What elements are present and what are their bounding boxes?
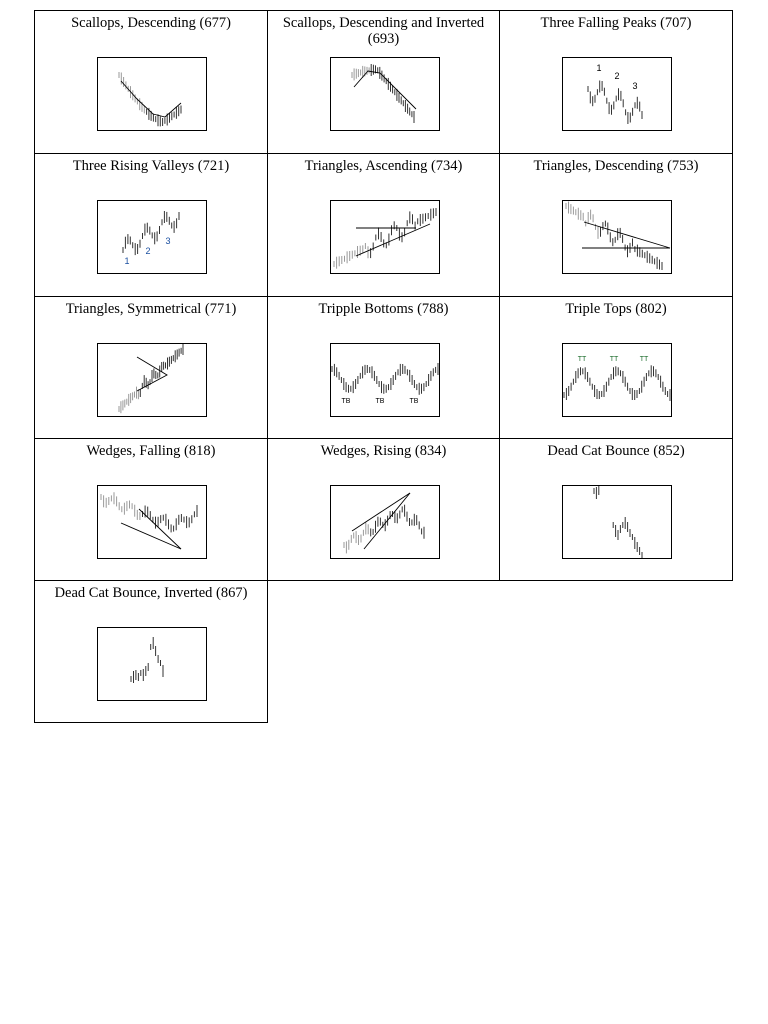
pattern-illustration — [330, 485, 440, 559]
thumbnail-frame — [563, 201, 672, 274]
pattern-cell-dead-cat-bounce — [499, 438, 733, 581]
pattern-point-label: TB — [375, 398, 385, 405]
trend-line — [354, 71, 416, 109]
pattern-title: Three Falling Peaks (707) — [540, 15, 692, 31]
pattern-illustration — [97, 57, 207, 131]
pattern-title: Dead Cat Bounce, Inverted (867) — [54, 585, 248, 601]
pattern-title: Wedges, Rising (834) — [320, 443, 447, 459]
pattern-cell-three-falling-peaks — [499, 10, 733, 154]
pattern-thumbnail — [330, 200, 440, 274]
pattern-point-label: 3 — [632, 81, 638, 91]
thumbnail-frame — [98, 628, 207, 701]
pattern-illustration — [97, 343, 207, 417]
pattern-title: Triple Tops (802) — [565, 301, 667, 317]
pattern-cell-scallop-descending — [34, 10, 268, 154]
pattern-title: Wedges, Falling (818) — [86, 443, 216, 459]
pattern-thumbnail — [562, 485, 672, 559]
pattern-thumbnail — [97, 200, 207, 274]
pattern-cell-wedge-falling — [34, 438, 268, 581]
pattern-illustration — [562, 57, 672, 131]
trend-line — [584, 222, 670, 248]
pattern-point-label: TT — [577, 356, 587, 363]
pattern-cell-triangle-ascending — [267, 153, 500, 297]
thumbnail-frame — [563, 344, 672, 417]
pattern-title: Triangles, Symmetrical (771) — [65, 301, 237, 317]
pattern-point-label: TB — [409, 398, 419, 405]
thumbnail-frame — [563, 58, 672, 131]
trend-line — [352, 493, 410, 531]
pattern-thumbnail — [330, 57, 440, 131]
pattern-thumbnail — [562, 200, 672, 274]
pattern-illustration — [562, 343, 672, 417]
thumbnail-frame — [331, 58, 440, 131]
pattern-thumbnail — [330, 343, 440, 417]
pattern-thumbnail — [97, 343, 207, 417]
pattern-illustration — [97, 485, 207, 559]
trend-line — [139, 509, 181, 549]
pattern-point-label: TB — [341, 398, 351, 405]
pattern-title: Scallops, Descending and Inverted (693) — [282, 15, 485, 47]
pattern-illustration — [562, 485, 672, 559]
pattern-cell-dead-cat-bounce-inverted — [34, 580, 268, 723]
pattern-thumbnail — [97, 627, 207, 701]
pattern-illustration — [330, 57, 440, 131]
pattern-cell-triangle-symmetrical — [34, 296, 268, 439]
trend-line — [121, 523, 181, 549]
pattern-cell-triple-bottoms — [267, 296, 500, 439]
pattern-illustration — [330, 343, 440, 417]
pattern-cell-triangle-descending — [499, 153, 733, 297]
pattern-title: Triangles, Descending (753) — [533, 158, 699, 174]
pattern-title: Three Rising Valleys (721) — [72, 158, 230, 174]
pattern-point-label: TT — [639, 356, 649, 363]
trend-line — [364, 493, 410, 549]
pattern-point-label: TT — [609, 356, 619, 363]
pattern-illustration — [562, 200, 672, 274]
pattern-thumbnail — [330, 485, 440, 559]
pattern-illustration — [97, 200, 207, 274]
pattern-cell-three-rising-valleys — [34, 153, 268, 297]
pattern-point-label: 1 — [124, 256, 130, 266]
pattern-point-label: 3 — [165, 236, 171, 246]
pattern-title: Dead Cat Bounce (852) — [547, 443, 685, 459]
pattern-thumbnail — [562, 57, 672, 131]
pattern-cell-scallop-descending-inverted — [267, 10, 500, 154]
pattern-point-label: 2 — [145, 246, 151, 256]
thumbnail-frame — [331, 344, 440, 417]
pattern-title: Triangles, Ascending (734) — [304, 158, 463, 174]
pattern-illustration — [97, 627, 207, 701]
pattern-title: Tripple Bottoms (788) — [318, 301, 449, 317]
pattern-cell-triple-tops — [499, 296, 733, 439]
pattern-thumbnail — [562, 343, 672, 417]
trend-line — [356, 224, 430, 256]
pattern-thumbnail — [97, 57, 207, 131]
pattern-thumbnail — [97, 485, 207, 559]
pattern-point-label: 1 — [596, 63, 602, 73]
thumbnail-frame — [98, 58, 207, 131]
pattern-cell-wedge-rising — [267, 438, 500, 581]
pattern-title: Scallops, Descending (677) — [71, 15, 231, 31]
thumbnail-frame — [563, 486, 672, 559]
pattern-point-label: 2 — [614, 71, 620, 81]
pattern-illustration — [330, 200, 440, 274]
